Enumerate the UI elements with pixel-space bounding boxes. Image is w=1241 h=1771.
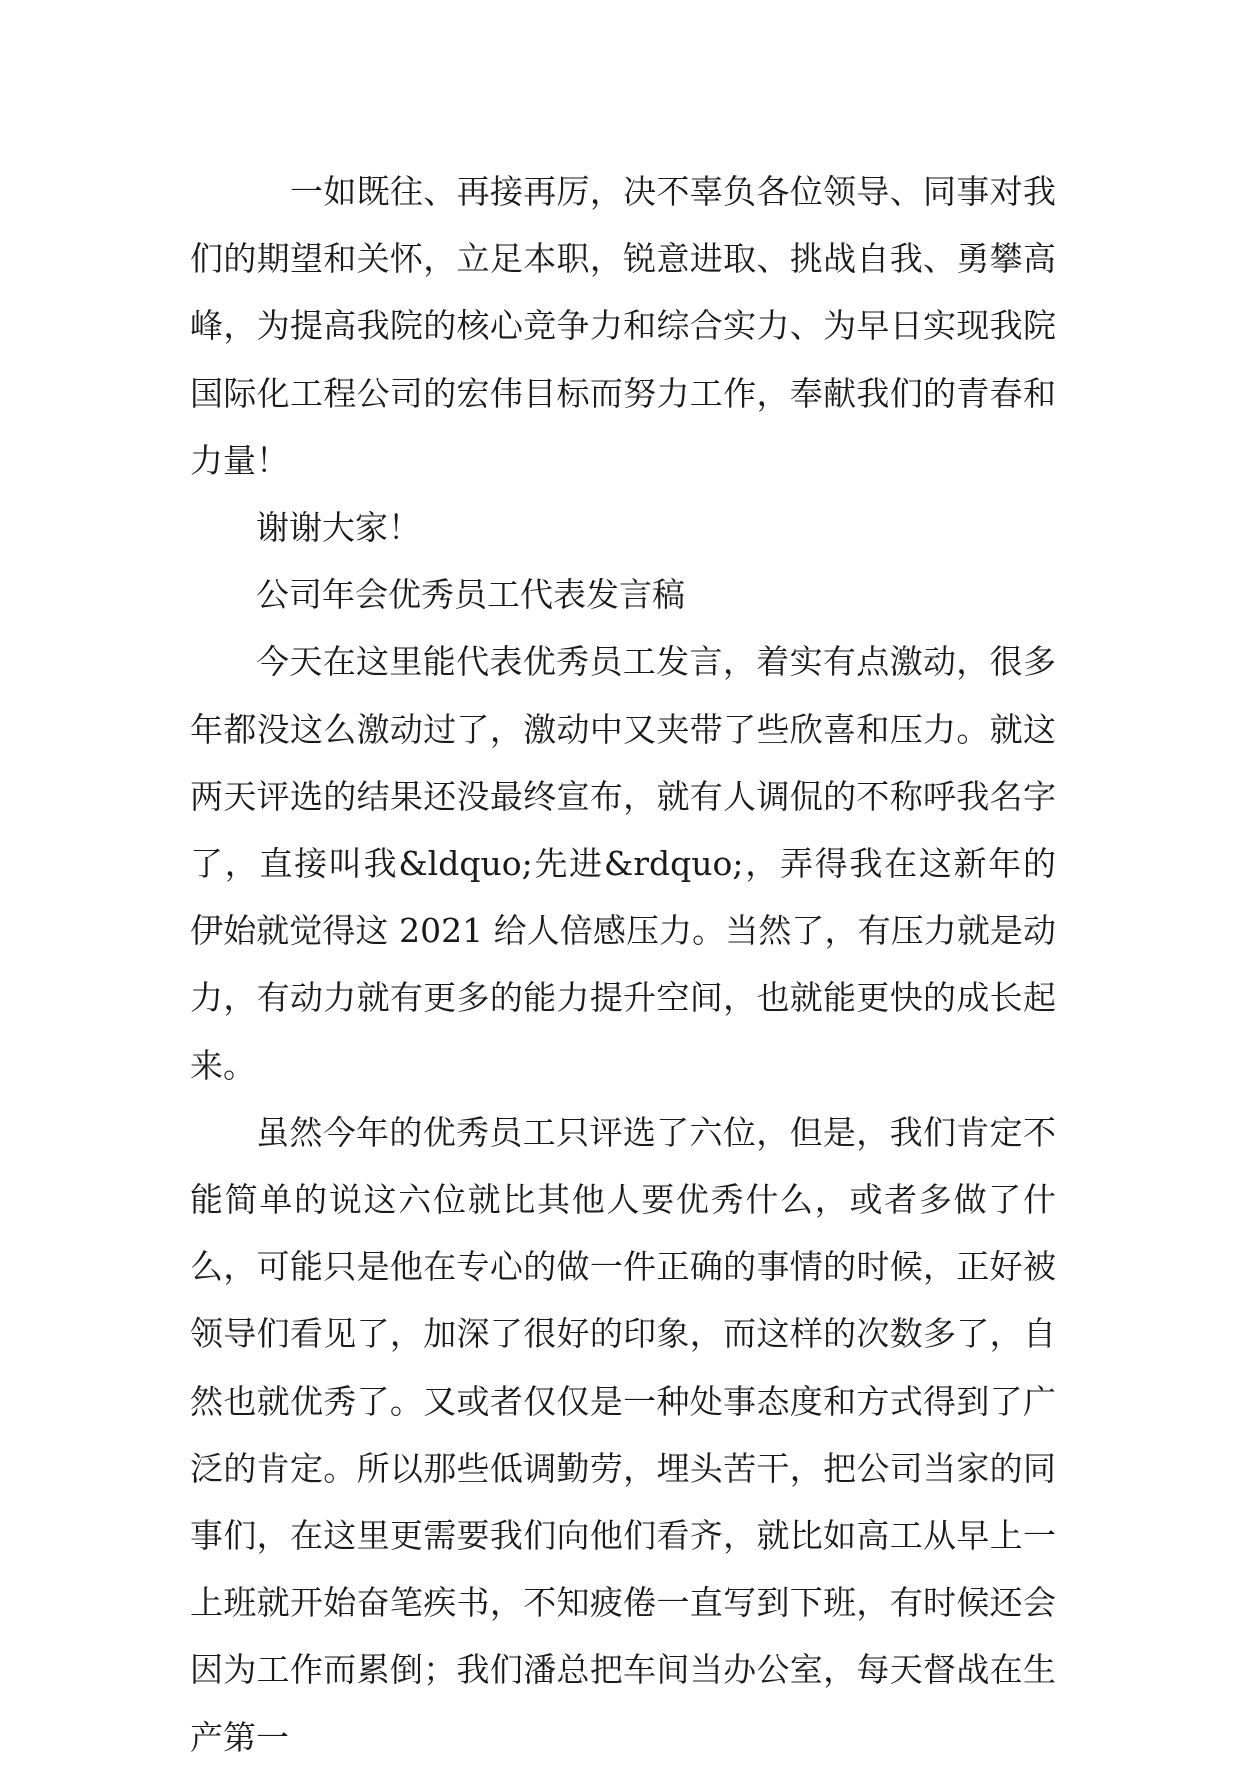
paragraph-thanks: 谢谢大家！: [256, 508, 421, 548]
paragraph-speech-opening: 今天在这里能代表优秀员工发言，着实有点激动，很多年都没这么激动过了，激动中又夹带了些欣喜和压力。就这两天评选的结果还没最终宣布，就有人调侃的不称呼我名字了，直接叫我&ldquo;先进&rdquo;，弄得我在这新年的伊始就觉得这 2021 给人倍感压力。当然了，有压力就是动力，有动力就有更多的能力提升空间，也就能更快的成长起来。: [190, 642, 1056, 1085]
paragraph-closing-pledge: 一如既往、再接再厉，决不辜负各位领导、同事对我们的期望和关怀，立足本职，锐意进取、挑战自我、勇攀高峰，为提高我院的核心竞争力和综合实力、为早日实现我院国际化工程公司的宏伟目标而努力工作，奉献我们的青春和力量！: [190, 172, 1056, 480]
paragraph-speech-body: 虽然今年的优秀员工只评选了六位，但是，我们肯定不能简单的说这六位就比其他人要优秀什么，或者多做了什么，可能只是他在专心的做一件正确的事情的时候，正好被领导们看见了，加深了很好的印象，而这样的次数多了，自然也就优秀了。又或者仅仅是一种处事态度和方式得到了广泛的肯定。所以那些低调勤劳，埋头苦干，把公司当家的同事们，在这里更需要我们向他们看齐，就比如高工从早上一上班就开始奋笔疾书，不知疲倦一直写到下班，有时候还会因为工作而累倒；我们潘总把车间当办公室，每天督战在生产第一: [190, 1112, 1056, 1757]
section-title: 公司年会优秀员工代表发言稿: [256, 575, 685, 615]
document-body: [190, 158, 1056, 1771]
